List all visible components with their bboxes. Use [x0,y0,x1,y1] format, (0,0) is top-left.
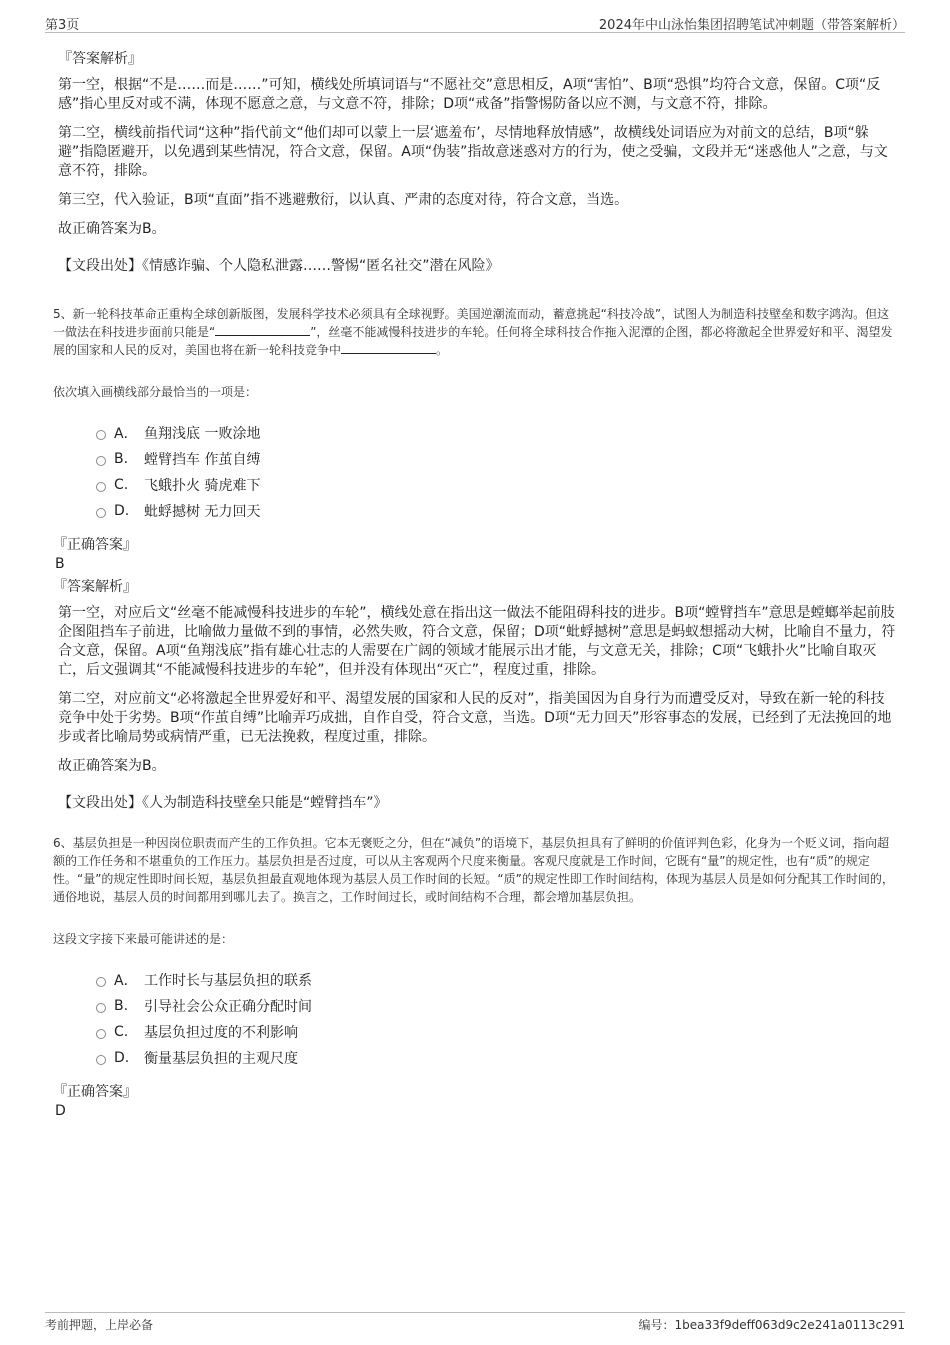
radio-icon[interactable] [96,482,106,492]
q6-answer-label: 『正确答案』 [53,1084,137,1100]
page-footer [45,1312,905,1333]
q6-answer: D [55,1103,66,1119]
radio-icon[interactable] [96,1055,106,1065]
document-title: 2024年中山泳怡集团招聘笔试冲刺题（带答案解析） [598,18,905,33]
q6-options [96,967,898,1071]
q4-conclusion: 故正确答案为B。 [58,221,166,237]
q4-analysis-label: 『答案解析』 [58,51,142,67]
q5-source: 【文段出处】《人为制造科技壁垒只能是“螳臂挡车”》 [58,795,388,811]
q5-option-b[interactable]: B. 螳臂挡车 作茧自缚 [96,446,898,472]
radio-icon[interactable] [96,430,106,440]
radio-icon[interactable] [96,508,106,518]
footer-slogan: 考前押题，上岸必备 [45,1318,154,1332]
q5-option-a[interactable]: A． 鱼翔浅底 一败涂地 [96,420,898,446]
q6-option-b[interactable]: B. 引导社会公众正确分配时间 [96,993,898,1019]
q5-option-c[interactable]: C. 飞蛾扑火 骑虎难下 [96,472,898,498]
q6-stem: 6、基层负担是一种因岗位职责而产生的工作负担。它本无褒贬之分，但在“减负”的语境下，基层负担具有了鲜明的价值评判色彩，化身为一个贬义词，指向超额的工作任务和不堪重负的工作压力。基层负担是否过度，可以从主客观两个尺度来衡量。客观尺度就是工作时间，它既有“量”的规定性，也有“质”的规定性。“量”的规定性即时间长短，基层负担最直观地体现为基层人员工作时间的长短。“质”的规定性即工作时间结构，体现为基层人员是如何分配其工作时间的，通俗地说，基层人员的时间都用到哪儿去了。换言之，工作时间过长，或时间结构不合理，都会增加基层负担。 [53,836,894,904]
q5-conclusion: 故正确答案为B。 [58,758,166,774]
q5-analysis-label: 『答案解析』 [53,579,137,595]
q5-answer-label: 『正确答案』 [53,537,137,553]
q6-option-c[interactable]: C. 基层负担过度的不利影响 [96,1019,898,1045]
q5-blank-1 [215,323,310,336]
q5-answer: B [55,556,65,572]
q5-prompt: 依次填入画横线部分最恰当的一项是： [53,385,258,399]
q5-analysis-para-1: 第一空，对应后文“丝毫不能减慢科技进步的车轮”，横线处意在指出这一做法不能阻碍科技的进步。B项“螳臂挡车”意思是螳螂举起前肢企图阻挡车子前进，比喻做力量做不到的事情，必然失败，符合文意，保留；D项“蚍蜉撼树”意思是蚂蚁想摇动大树，比喻自不量力，符合文意，保留。A项“鱼翔浅底”指有雄心壮志的人需要在广阔的领域才能展示出才能，与文意无关，排除；C项“飞蛾扑火”比喻自取灭亡，后文强调其“不能减慢科技进步的车轮”，但并没有体现出“灭亡”，程度过重，排除。 [58,605,896,678]
q4-analysis-para-2: 第二空，横线前指代词“这种”指代前文“他们却可以蒙上一层‘遮羞布’，尽情地释放情感”，故横线处词语应为对前文的总结，B项“躲避”指隐匿避开，以免遇到某些情况，符合文意，保留。A项“伪装”指故意迷惑对方的行为，使之受骗，文段并无“迷惑他人”之意，与文意不符，排除。 [58,125,888,179]
q5-options [96,420,898,524]
radio-icon[interactable] [96,1003,106,1013]
radio-icon[interactable] [96,456,106,466]
q4-analysis-para-3: 第三空，代入验证，B项“直面”指不逃避敷衍，以认真、严肃的态度对待，符合文意，当选。 [58,192,629,208]
page-header [45,12,905,33]
q5-option-d[interactable]: D. 蚍蜉撼树 无力回天 [96,498,898,524]
q6-option-d[interactable]: D. 衡量基层负担的主观尺度 [96,1045,898,1071]
q5-stem: 5、新一轮科技革命正重构全球创新版图，发展科学技术必须具有全球视野。美国逆潮流而动，蓄意挑起“科技冷战”，试图人为制造科技壁垒和数字鸿沟。但这一做法在科技进步面前只能是“ ”，丝毫不能减慢科技进步的车轮。任何将全球科技合作拖入泥潭的企图，都必将激起全世界爱好和平、渴望发展的国家和人民的反对，美国也将在新一轮科技竞争中 。 [53,307,893,357]
radio-icon[interactable] [96,977,106,987]
page-number: 第3页 [45,18,80,33]
q5-analysis-para-2: 第二空，对应前文“必将激起全世界爱好和平、渴望发展的国家和人民的反对”，指美国因为自身行为而遭受反对，导致在新一轮的科技竞争中处于劣势。B项“作茧自缚”比喻弄巧成拙，自作自受，符合文意，当选。D项“无力回天”形容事态的发展，已经到了无法挽回的地步或者比喻局势或病情严重，已无法挽救，程度过重，排除。 [58,691,892,745]
q4-source: 【文段出处】《情感诈骗、个人隐私泄露……警惕“匿名社交”潜在风险》 [58,258,500,274]
footer-serial: 编号：1bea33f9deff063d9c2e241a0113c291 [638,1318,905,1332]
q6-prompt: 这段文字接下来最可能讲述的是： [53,932,234,946]
radio-icon[interactable] [96,1029,106,1039]
page-content [50,42,898,1119]
q6-option-a[interactable]: A． 工作时长与基层负担的联系 [96,967,898,993]
q5-blank-2 [341,341,436,354]
q4-analysis-para-1: 第一空，根据“不是……而是……”可知，横线处所填词语与“不愿社交”意思相反，A项“害怕”、B项“恐惧”均符合文意，保留。C项“反感”指心里反对或不满，体现不愿意之意，与文意不符，排除；D项“戒备”指警惕防备以应不测，与文意不符，排除。 [58,77,881,112]
